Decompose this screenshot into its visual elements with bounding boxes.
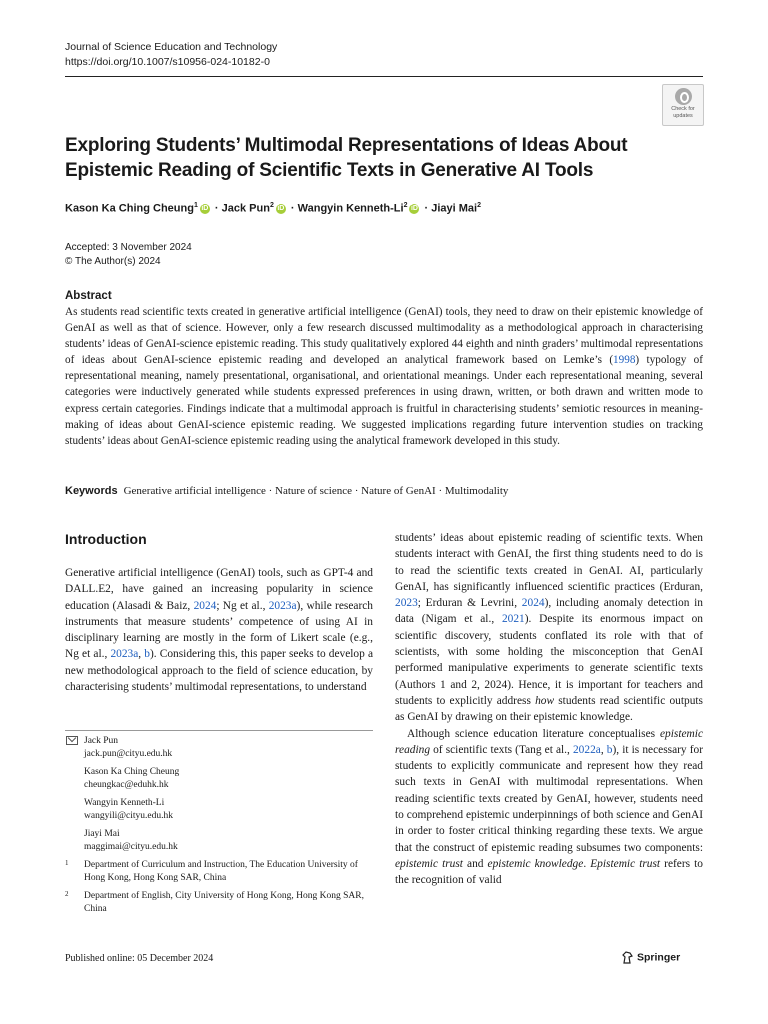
contact-name: Jack Pun (84, 736, 119, 746)
right-column-text (395, 530, 703, 889)
orcid-icon[interactable]: iD (277, 204, 285, 212)
affiliation-text: Department of English, City University of Hong Kong, Hong Kong SAR, China (84, 891, 364, 914)
affiliation-entry (65, 890, 373, 915)
citation-link[interactable]: 2023a (268, 599, 297, 612)
contact-entry (84, 766, 373, 791)
contact-name: Jiayi Mai (84, 829, 120, 839)
left-column-text (65, 565, 373, 695)
affiliation-number: 2 (65, 890, 69, 898)
header-divider (65, 76, 703, 77)
contact-email[interactable]: jack.pun@cityu.edu.hk (84, 748, 173, 759)
intro-paragraph: students’ ideas about epistemic reading of scientific texts. When students interact with GenAI, the first thing students need to do is to read the scientific texts created in GenAI. AI, particularly GenAI, has significantly influenced scientific practices (Erduran, 2023; Erduran & Levrini, 2024), including anomaly detection in data (Nigam et al., 2021). Despite its enormous impact on scientific discovery, students conflated its role with that of scientists, with some holding the misconception that GenAI performed manipulative experiments to generate scientific texts (Authors 1 and 2, 2024). Hence, it is important for teachers and students to explicitly address how students read scientific outputs as GenAI by drawing on their epistemic knowledge. (395, 532, 704, 724)
affiliation-entry (65, 859, 373, 884)
contact-entry (84, 797, 373, 822)
author-name[interactable]: Wangyin Kenneth-Li (297, 202, 404, 215)
journal-header (65, 40, 277, 70)
abstract-text: As students read scientific texts created in generative artificial intelligence (GenAI) tools, they need to draw on their epistemic knowledge of GenAI as well as that of science. However, only a few research discussed multimodality as a methodological approach in characterising students’ ideas of GenAI-science epistemic reading. This study qualitatively explored 44 eighth and ninth graders’ multimodal representations of ideas about GenAI-science epistemic reading and developed an analytical framework based on Lemke’s (1998) typology of representational meaning, namely presentational, organisational, and orientational meanings. Under each representational meaning, several categories were inductively generated while students expressed preferences in using drawn, written, or both drawn and written mode to express certain categories. Findings indicate that a multimodal approach is fruitful in characterising students’ semiotic resources in meaning-making of ideas about GenAI-science epistemic reading. We suggested implications regarding future intervention studies on tracking students’ ideas about GenAI-science epistemic reading using the analytical framework developed in this study. (65, 306, 703, 447)
copyright-notice: © The Author(s) 2024 (65, 256, 161, 267)
journal-name: Journal of Science Education and Technology (65, 41, 278, 53)
contact-name: Wangyin Kenneth-Li (84, 798, 165, 808)
contact-name: Kason Ka Ching Cheung (84, 767, 180, 777)
published-online: Published online: 05 December 2024 (65, 953, 214, 964)
affiliation-number: 1 (65, 859, 69, 867)
springer-logo (621, 951, 680, 964)
citation-link[interactable]: 2024 (521, 597, 545, 610)
keywords-text: Generative artificial intelligence · Nature of science · Nature of GenAI · Multimodality (123, 485, 509, 497)
publication-dates (65, 241, 192, 269)
springer-horse-icon (621, 951, 634, 964)
author-name[interactable]: Kason Ka Ching Cheung (65, 202, 194, 215)
citation-link[interactable]: 2023a (110, 648, 139, 661)
intro-paragraph: Although science education literature conceptualises epistemic reading of scientific texts (Tang et al., 2022a, b), it is necessary for students to explicitly communicate and represent how they read such texts in GenAI with multimodal representations. When reading scientific texts created by GenAI, however, students need to comprehend epistemic underpinnings of both science and GenAI in order to foster critical thinking regarding these texts. We argue that the construct of epistemic reading subsumes two components: epistemic trust and epistemic knowledge. Epistemic trust refers to the recognition of valid (395, 727, 703, 887)
author-list: Kason Ka Ching Cheung$^1$ iD · Jack Pun$^2$ iD · Wangyin Kenneth-Li$^2$ iD · Jiayi Mai$^2$ (65, 202, 482, 215)
footnote-divider (65, 730, 373, 731)
keywords-line (65, 485, 508, 497)
crossmark-icon (675, 88, 692, 105)
affiliation-text: Department of Curriculum and Instruction, The Education University of Hong Kong, Hong Kong SAR, China (84, 860, 358, 883)
author-name[interactable]: Jack Pun (221, 202, 270, 215)
keywords-label: Keywords (65, 485, 118, 497)
doi-link[interactable]: https://doi.org/10.1007/s10956-024-10182-0 (65, 56, 270, 68)
author-affiliation-ref: 2 (269, 202, 274, 209)
author-affiliation-ref: 1 (193, 202, 198, 209)
abstract-section (65, 290, 703, 449)
citation-link[interactable]: b (606, 743, 613, 756)
citation-link[interactable]: 1998 (613, 354, 636, 367)
citation-link[interactable]: 2021 (501, 613, 525, 626)
author-affiliation-ref: 2 (403, 202, 408, 209)
orcid-icon[interactable]: iD (201, 204, 209, 212)
publisher-name: Springer (637, 951, 681, 964)
orcid-icon[interactable]: iD (410, 204, 418, 212)
contact-entry (84, 735, 373, 760)
contact-email[interactable]: maggimai@cityu.edu.hk (84, 841, 178, 852)
contact-email[interactable]: wangyili@cityu.edu.hk (84, 810, 173, 821)
citation-link[interactable]: 2023 (395, 597, 418, 610)
check-for-label: Check for (671, 106, 695, 112)
updates-label: updates (673, 113, 693, 119)
contact-entry (84, 828, 373, 853)
author-name[interactable]: Jiayi Mai (431, 202, 478, 215)
envelope-icon (66, 736, 78, 745)
citation-link[interactable]: b (144, 648, 150, 661)
accepted-date: Accepted: 3 November 2024 (65, 242, 192, 253)
title-line-2: Epistemic Reading of Scientific Texts in Generative AI Tools (65, 160, 594, 181)
intro-paragraph: Generative artificial intelligence (GenAI) tools, such as GPT-4 and DALL.E2, have gained an increasing popularity in science education (Alasadi & Baiz, 2024; Ng et al., 2023a), while research instruments that measure students’ competence of using AI in disciplinary learning are mostly in the form of Likert scale (e.g., Ng et al., 2023a, b). Considering this, this paper seeks to develop a new methodological approach to the field of science education, by characterising students’ multimodal representations, to understand (65, 567, 373, 694)
citation-link[interactable]: 2022a (572, 743, 601, 756)
abstract-heading: Abstract (65, 290, 112, 302)
paper-title (65, 133, 665, 183)
citation-link[interactable]: 2024 (193, 599, 217, 612)
check-for-updates-badge[interactable] (662, 84, 704, 126)
correspondence-block (65, 735, 373, 921)
author-affiliation-ref: 2 (477, 202, 482, 209)
contact-email[interactable]: cheungkac@eduhk.hk (84, 779, 169, 790)
introduction-heading: Introduction (65, 531, 147, 547)
title-line-1: Exploring Students’ Multimodal Representations of Ideas About (65, 135, 628, 156)
